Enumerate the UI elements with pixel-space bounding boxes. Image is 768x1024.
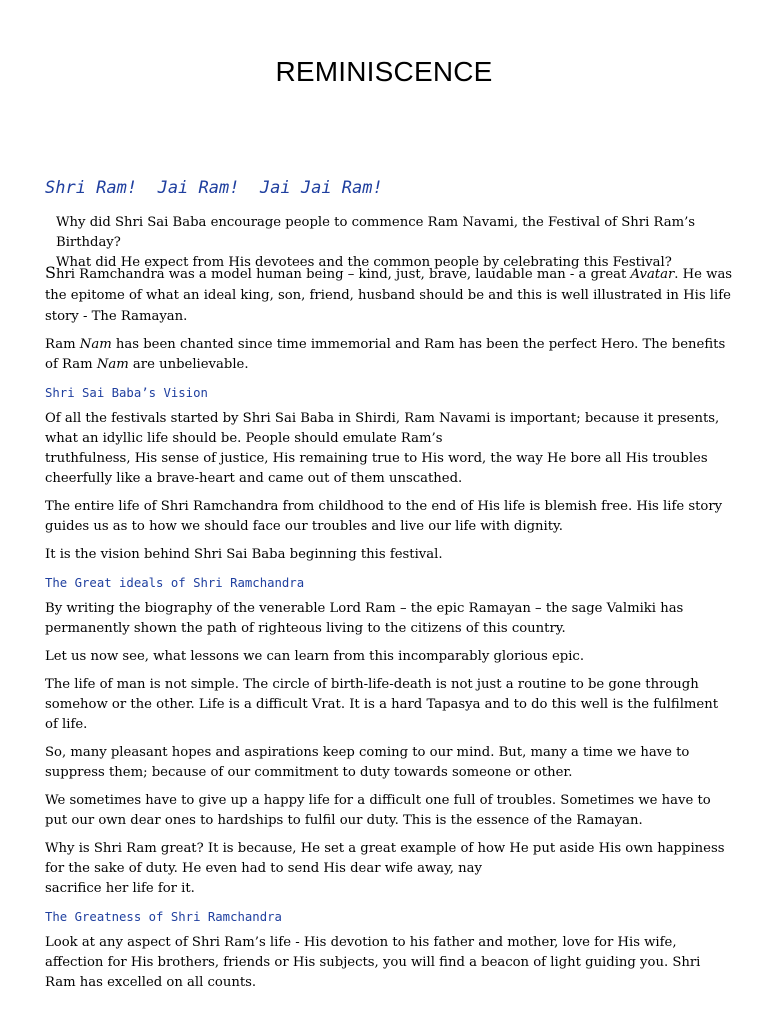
paragraph-text: has been chanted since time immemorial and Ram has been the perfect Hero. The benefits of Ram: [45, 337, 726, 372]
paragraph-blemish-free: The entire life of Shri Ramchandra from childhood to the end of His life is blemish free. His life story guides us as to how we should face our troubles and live our life with dignity.: [45, 499, 723, 534]
article-body: [45, 262, 735, 1001]
paragraph-valmiki: By writing the biography of the venerable Lord Ram – the epic Ramayan – the sage Valmiki has permanently shown the path of righteous living to the citizens of this country.: [45, 601, 684, 636]
paragraph-text: hri Ramchandra was a model human being – kind, just, brave, laudable man - a great: [55, 267, 631, 282]
paragraph-hopes: So, many pleasant hopes and aspirations keep coming to our mind. But, many a time we have to suppress them; because of our commitment to duty towards someone or other.: [45, 745, 690, 780]
paragraph-life-of-man: The life of man is not simple. The circle of birth-life-death is not just a routine to be gone through somehow or the other. Life is a difficult Vrat. It is a hard Tapasya and to do this well is the fulfilment of life.: [45, 677, 719, 732]
emphasis-avatar: Avatar: [630, 267, 675, 282]
paragraph-why-great: [45, 839, 735, 899]
paragraph-lessons: Let us now see, what lessons we can learn from this incomparably glorious epic.: [45, 649, 585, 664]
paragraph-vision: It is the vision behind Shri Sai Baba beginning this festival.: [45, 547, 443, 562]
paragraph-festivals: [45, 409, 735, 489]
subheading-vision: Shri Sai Baba’s Vision: [45, 386, 208, 400]
paragraph-line: truthfulness, His sense of justice, His remaining true to His word, the way He bore all His troubles cheerfully like a brave-heart and came out of them unscathed.: [45, 451, 708, 486]
paragraph-text: are unbelievable.: [128, 357, 249, 372]
paragraph-aspects: Look at any aspect of Shri Ram’s life - His devotion to his father and mother, love for His wife, affection for His brothers, friends or His subjects, you will find a beacon of light guiding you. Shri Ram has excelled on all counts.: [45, 935, 701, 990]
intro-line-1: Why did Shri Sai Baba encourage people to commence Ram Navami, the Festival of Shri Ram’s Birthday?: [56, 215, 696, 250]
paragraph-text: . He was the epitome of what an ideal king, son, friend, husband should be and this is well illustrated in His life story - The Ramayan.: [45, 267, 733, 324]
paragraph-line: sacrifice her life for it.: [45, 881, 195, 896]
page-title: REMINISCENCE: [275, 56, 493, 87]
drop-cap: S: [45, 263, 56, 282]
emphasis-nam: Nam: [79, 337, 112, 352]
paragraph-text: Ram: [45, 337, 80, 352]
paragraph-line: Why is Shri Ram great? It is because, He set a great example of how He put aside His own happiness for the sake of duty. He even had to send His dear wife away, nay: [45, 841, 725, 876]
paragraph-line: Of all the festivals started by Shri Sai Baba in Shirdi, Ram Navami is important; because it presents, what an idyllic life should be. People should emulate Ram’s: [45, 411, 720, 446]
subheading-greatness: The Greatness of Shri Ramchandra: [45, 910, 282, 924]
paragraph-sacrifice: We sometimes have to give up a happy life for a difficult one full of troubles. Sometimes we have to put our own dear ones to hardships to fulfil our duty. This is the essence of the Ramayan.: [45, 793, 711, 828]
paragraph-ramchandra-model: [45, 262, 735, 327]
emphasis-nam: Nam: [96, 357, 129, 372]
subheading-ideals: The Great ideals of Shri Ramchandra: [45, 576, 305, 590]
main-heading: Shri Ram! Jai Ram! Jai Jai Ram!: [45, 178, 383, 198]
intro-line-2: What did He expect from His devotees and the common people by celebrating this Festival?: [56, 255, 672, 270]
paragraph-ram-nam: [45, 335, 735, 375]
